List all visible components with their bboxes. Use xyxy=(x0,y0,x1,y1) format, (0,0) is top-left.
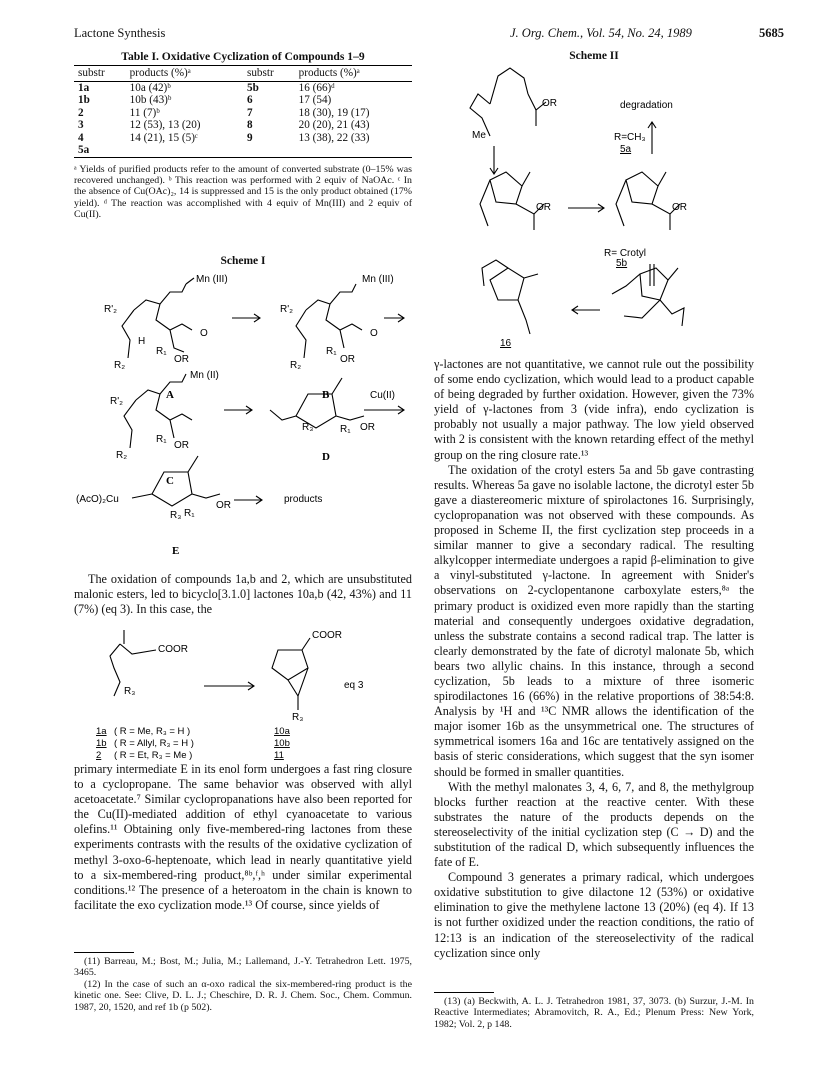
equation-3 xyxy=(74,622,412,762)
r-prime2-label: R'₂ xyxy=(104,304,118,315)
r3-label: R₃ xyxy=(124,686,136,697)
scheme-2-title: Scheme II xyxy=(569,50,619,62)
h-label: H xyxy=(138,336,146,347)
r3-label: R₃ xyxy=(170,510,182,521)
table-cell xyxy=(126,144,243,157)
coor-label: COOR xyxy=(158,644,188,655)
r-crotyl-label: R= Crotyl xyxy=(604,248,646,259)
r2-label: R₂ xyxy=(114,360,126,371)
footnote-rule xyxy=(74,952,134,953)
condition-label: ( R = Allyl, R₃ = H ) xyxy=(114,738,194,749)
o-label: O xyxy=(200,328,208,339)
compound-label: 1b xyxy=(96,738,107,749)
table-cell: 9 xyxy=(246,131,253,144)
right-footnotes xyxy=(434,996,754,1030)
right-column-text xyxy=(434,357,754,961)
mn2-label: Mn (II) xyxy=(190,370,219,381)
table-row xyxy=(74,107,412,120)
r-prime2-label: R'₂ xyxy=(280,304,294,315)
compound-label: 2 xyxy=(96,750,102,761)
table-1 xyxy=(74,50,412,221)
condition-label: ( R = Et, R₃ = Me ) xyxy=(114,750,193,761)
me-label: Me xyxy=(472,130,486,141)
col-header: substr xyxy=(74,66,126,82)
r-prime2-label: R'₂ xyxy=(110,396,124,407)
scheme-1-diagram xyxy=(74,270,412,566)
footnote: (13) (a) Beckwith, A. L. J. Tetrahedron 1981, 37, 3073. (b) Surzur, J.-M. In Reactive Intermediates; Abramovitch, R. A., Ed.; Plenum Press: New York, 1982; Vol. 2, p 148. xyxy=(434,996,754,1030)
table-cell: 2 xyxy=(78,106,84,119)
col-header: substr xyxy=(243,66,295,82)
compound-label: 1a xyxy=(96,726,107,737)
footnote: (11) Barreau, M.; Bost, M.; Julia, M.; Lallemand, J.-Y. Tetrahedron Lett. 1975, 3465. xyxy=(74,956,412,979)
table-row xyxy=(74,81,412,94)
or-label: OR xyxy=(340,354,355,365)
product-label: 11 xyxy=(274,750,284,761)
table-cell xyxy=(295,144,412,157)
table-cell: 1a xyxy=(78,81,90,94)
label-e: E xyxy=(172,545,180,557)
table-caption: Table I. Oxidative Cyclization of Compounds 1–9 xyxy=(121,50,365,63)
r1-label: R₁ xyxy=(340,424,351,435)
footnote: (12) In the case of such an α-oxo radical the six-membered-ring product is the kinetic one. See: Clive, D. L. J.; Cheschire, D. R. J. Chem. Soc., Chem. Commun. 1987, 20, 1520, and ref 1b (p 502). xyxy=(74,978,412,1013)
table-cell: 1b xyxy=(78,94,90,106)
table-cell: 10b (43)ᵇ xyxy=(129,94,172,106)
r3-label: R₃ xyxy=(292,712,304,723)
table-cell: 5a xyxy=(74,144,126,157)
eq3-label: eq 3 xyxy=(344,680,364,691)
r1-label: R₁ xyxy=(156,434,167,445)
table-cell: 17 (54) xyxy=(298,94,332,106)
r-ch3-label: R=CH₃ xyxy=(614,132,646,143)
label-d: D xyxy=(322,451,330,463)
or-label: OR xyxy=(174,354,189,365)
or-label: OR xyxy=(672,202,687,213)
left-column-text-2 xyxy=(74,762,412,913)
r1-label: R₁ xyxy=(156,346,167,357)
table-row xyxy=(74,119,412,132)
paragraph: γ-lactones are not quantitative, we cannot rule out the possibility of some endo cyclization, which would lead to a product capable of being degraded by further oxidation. However, given the 73% yield of γ-lactones from 3 (vide infra), endo cyclization is probably not usually a major pathway. The low yield observed with 2 is consistent with the known retarding effect of the methyl group on the ring closure rate.¹³ xyxy=(434,357,754,462)
o-label: O xyxy=(370,328,378,339)
r1-label: R₁ xyxy=(184,508,195,519)
table-cell: 4 xyxy=(78,131,84,144)
or-label: OR xyxy=(360,422,375,433)
table-cell: 8 xyxy=(246,119,253,131)
col-header: products (%)ᵃ xyxy=(295,66,412,82)
products-label: products xyxy=(284,494,323,505)
running-header-journal: J. Org. Chem., Vol. 54, No. 24, 1989 xyxy=(510,26,692,40)
cu2-label: Cu(II) xyxy=(370,390,395,401)
left-footnotes xyxy=(74,956,412,1013)
condition-label: ( R = Me, R₃ = H ) xyxy=(114,726,191,737)
compound-16: 16 xyxy=(500,338,512,349)
table-cell: 3 xyxy=(78,119,84,131)
mn3-label: Mn (III) xyxy=(362,274,394,285)
r2-label: R₂ xyxy=(290,360,302,371)
coor-label: COOR xyxy=(312,630,342,641)
page-number: 5685 xyxy=(759,26,784,40)
table-cell xyxy=(243,144,295,157)
mn3-label: Mn (III) xyxy=(196,274,228,285)
paragraph: primary intermediate E in its enol form undergoes a fast ring closure to a cyclopropane. The same behavior was observed with allyl acetoacetate.⁷ Similar cyclopropanations have also been reported for the Cu(II)-mediated addition of ethyl cyanoacetate to various olefins.¹¹ Obtaining only five-membered-ring lactones from these experiments contrasts with the results of the oxidative cyclization of methyl 3-oxo-6-heptenoate, which lead in nearly quantitative yield to a six-membered-ring product,⁸ᵇ,ᶠ,ʰ under similar experimental conditions.¹² The presence of a heteroatom in the chain is known to facilitate the exo cyclization mode.¹³ Of course, since yields of xyxy=(74,762,412,912)
table-cell: 18 (30), 19 (17) xyxy=(298,106,370,119)
compound-5a: 5a xyxy=(620,144,632,155)
paragraph: Compound 3 generates a primary radical, which undergoes oxidative substitution to give dilactone 12 (53%) or oxidative elimination to give the methylene lactone 13 (20%) (eq 4). If 13 is not further oxidized under the reaction conditions, the ratio of 12:13 is an indication of the stereoselectivity of the radical cyclization since only xyxy=(434,870,754,960)
product-label: 10a xyxy=(274,726,290,737)
compound-5b: 5b xyxy=(616,258,628,269)
r1-label: R₁ xyxy=(326,346,337,357)
table-row xyxy=(74,94,412,107)
or-label: OR xyxy=(216,500,231,511)
scheme-1-title: Scheme I xyxy=(220,255,266,267)
product-label: 10b xyxy=(274,738,290,749)
label-a: A xyxy=(166,389,174,401)
paragraph: The oxidation of the crotyl esters 5a and 5b gave contrasting results. Whereas 5a gave no isolable lactone, the dicrotyl ester 5b gave a diastereomeric mixture of spirolactones 16. Surprisingly, cyclopropanation was not observed with these compounds. As proposed in Scheme II, the first cyclization step proceeds in a similar manner to give a secondary radical. The resulting alkylcopper intermediate undergoes a rapid β-elimination to give a vinyl-substituted γ-lactone. In agreement with Snider's observations on 2-cyclopentanone carboxylate esters,⁸ᵃ the primary product is oxidized even more rapidly than the starting material and consequently undergoes oxidative degradation, unless the substrate contains a second radical trap. The latter is clearly demonstrated by the fate of dicrotyl malonate 5b, which bears two allylic chains. In this instance, through a second cyclization, 5b leads to a mixture of three isomeric spirodilactones 16 (66%) in the relative proportions of 38:54:8. Analysis by ¹H and ¹³C NMR allows the identification of the major isomer 16b as the unsymmetrical one. The structures of symmetrical isomers 16a and 16c are tentatively assigned on the basis of steric considerations, which suggest that the syn isomer should be formed in smaller quantities. xyxy=(434,462,754,779)
paragraph: With the methyl malonates 3, 4, 6, 7, and 8, the methylgroup blocks further reaction at the reactive center. With these substrates the nature of the products depends on the stereoselectivity of the initial cyclization step (C → D) and the substitution of the radical D, which subsequently influences the fate of E. xyxy=(434,779,754,870)
or-label: OR xyxy=(174,440,189,451)
cuoac-label: (AcO)₂Cu xyxy=(76,494,119,505)
or-label: OR xyxy=(542,98,557,109)
col-header: products (%)ᵃ xyxy=(126,66,243,82)
paragraph: The oxidation of compounds 1a,b and 2, which are unsubstituted malonic esters, led to bicyclo[3.1.0] lactones 10a,b (42, 43%) and 11 (7%) (eq 3). In this case, the xyxy=(74,572,412,617)
table-footnote: ᵃ Yields of purified products refer to the amount of converted substrate (0–15% was recovered unchanged). ᵇ This reaction was performed with 2 equiv of NaOAc. ᶜ In the absence of Cu(OAc)₂, 14 is suppressed and 15 is the only product obtained (17% yield). ᵈ The reaction was accomplished with 4 equiv of Mn(III) and 2 equiv of Cu(II). xyxy=(74,163,412,221)
r2-label: R₂ xyxy=(116,450,128,461)
table-cell: 11 (7)ᵇ xyxy=(129,106,160,119)
label-b: B xyxy=(322,389,330,401)
table-cell: 13 (38), 22 (33) xyxy=(298,131,370,144)
label-c: C xyxy=(166,475,174,487)
r3-label: R₃ xyxy=(302,422,314,433)
table-cell: 20 (20), 21 (43) xyxy=(298,119,370,131)
footnote-rule xyxy=(434,992,494,993)
scheme-2-diagram xyxy=(434,64,754,350)
degradation-label: degradation xyxy=(620,100,673,111)
table-cell: 12 (53), 13 (20) xyxy=(129,119,201,131)
or-label: OR xyxy=(536,202,551,213)
left-column-text-1 xyxy=(74,572,412,617)
table-cell: 16 (66)ᵈ xyxy=(298,81,335,94)
running-header-left: Lactone Synthesis xyxy=(74,26,166,40)
table-cell: 14 (21), 15 (5)ᶜ xyxy=(129,131,198,144)
table-cell: 7 xyxy=(246,106,253,119)
table-cell: 5b xyxy=(246,81,259,94)
results-table xyxy=(74,65,412,158)
table-cell: 10a (42)ᵇ xyxy=(129,81,171,94)
table-row xyxy=(74,144,412,157)
table-cell: 6 xyxy=(246,94,253,106)
table-row xyxy=(74,132,412,145)
